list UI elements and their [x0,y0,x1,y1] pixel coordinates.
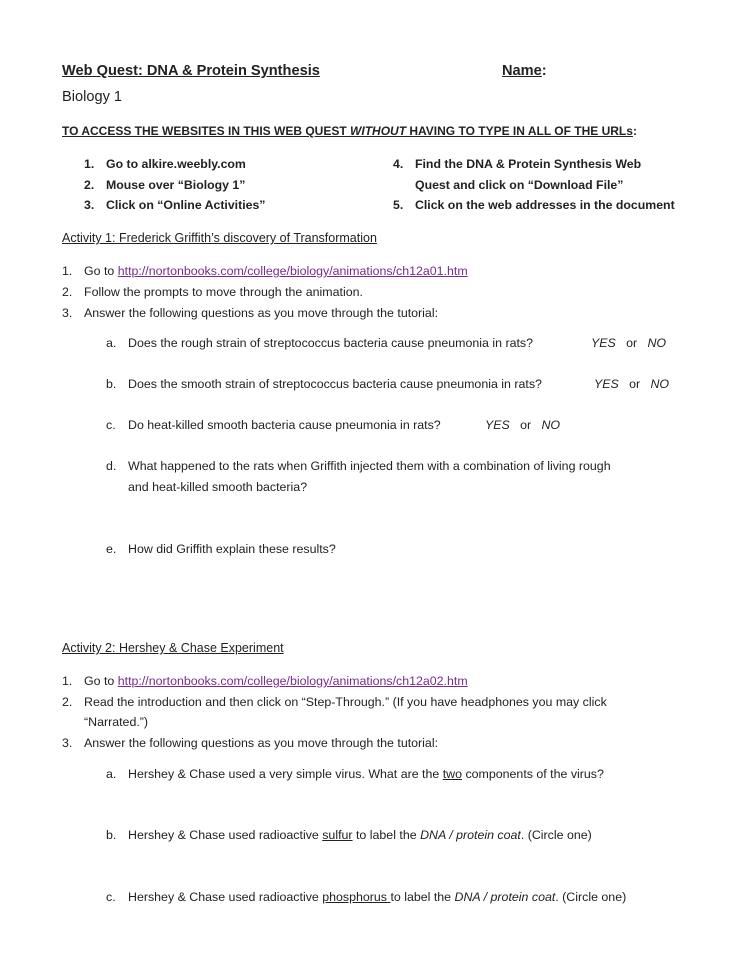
a1-question-d-cont: and heat-killed smooth bacteria? [128,480,308,494]
a1-question-b: Does the smooth strain of streptococcus bacteria cause pneumonia in rats? [128,377,542,391]
a1-question-c-letter: c. [106,418,116,432]
step-1: 1. Go to alkire.weebly.com [84,157,246,171]
a1-item-3: Answer the following questions as you move through the tutorial: [84,306,439,320]
step-4: 4. Find the DNA & Protein Synthesis Web [393,157,642,171]
a2-item-3: Answer the following questions as you move through the tutorial: [84,736,439,750]
hershey-chase-animation-link[interactable]: http://nortonbooks.com/college/biology/animations/ch12a02.htm [117,674,468,688]
a1-item-2-number: 2. [62,285,73,299]
a2-item-1-number: 1. [62,674,73,688]
a1-question-d-letter: d. [106,459,117,473]
access-instructions: TO ACCESS THE WEBSITES IN THIS WEB QUEST WITHOUT HAVING TO TYPE IN ALL OF THE URLs: [62,124,637,138]
name-label: Name: [502,63,547,79]
a2-item-2: Read the introduction and then click on “Step-Through.” (If you have headphones you may click [84,695,607,709]
a2-question-a-letter: a. [106,767,117,781]
a2-item-1: Go to http://nortonbooks.com/college/biology/animations/ch12a02.htm [84,674,468,688]
a1-question-e-letter: e. [106,542,117,556]
a2-question-b-letter: b. [106,828,117,842]
a1-question-a-letter: a. [106,336,117,350]
a1-question-b-choices: YES or NO [594,377,670,391]
a1-question-c-choices: YES or NO [485,418,561,432]
step-5: 5. Click on the web addresses in the document [393,198,675,212]
a1-item-1: Go to http://nortonbooks.com/college/biology/animations/ch12a01.htm [84,264,468,278]
a1-question-d: What happened to the rats when Griffith injected them with a combination of living rough [128,459,611,473]
a1-question-a: Does the rough strain of streptococcus bacteria cause pneumonia in rats? [128,336,533,350]
step-4-cont: Quest and click on “Download File” [415,178,624,192]
a1-item-3-number: 3. [62,306,73,320]
page-title: Web Quest: DNA & Protein Synthesis [62,63,320,79]
a2-item-2-cont: “Narrated.”) [84,715,149,729]
page-subtitle: Biology 1 [62,89,123,105]
activity-1-heading: Activity 1: Frederick Griffith’s discovery of Transformation [62,231,377,245]
a2-question-c-letter: c. [106,890,116,904]
a2-question-a: Hershey & Chase used a very simple virus. What are the two components of the virus? [128,767,604,781]
step-2: 2. Mouse over “Biology 1” [84,178,246,192]
a1-item-2: Follow the prompts to move through the animation. [84,285,363,299]
a1-question-b-letter: b. [106,377,117,391]
a2-item-2-number: 2. [62,695,73,709]
step-3: 3. Click on “Online Activities” [84,198,266,212]
griffith-animation-link[interactable]: http://nortonbooks.com/college/biology/animations/ch12a01.htm [117,264,468,278]
a1-question-e: How did Griffith explain these results? [128,542,336,556]
a2-question-b: Hershey & Chase used radioactive sulfur to label the DNA / protein coat. (Circle one) [128,828,592,842]
a1-question-a-choices: YES or NO [591,336,667,350]
activity-2-heading: Activity 2: Hershey & Chase Experiment [62,641,284,655]
a2-item-3-number: 3. [62,736,73,750]
a2-question-c: Hershey & Chase used radioactive phosphorus to label the DNA / protein coat. (Circle one) [128,890,627,904]
a1-question-c: Do heat-killed smooth bacteria cause pneumonia in rats? [128,418,441,432]
a1-item-1-number: 1. [62,264,73,278]
